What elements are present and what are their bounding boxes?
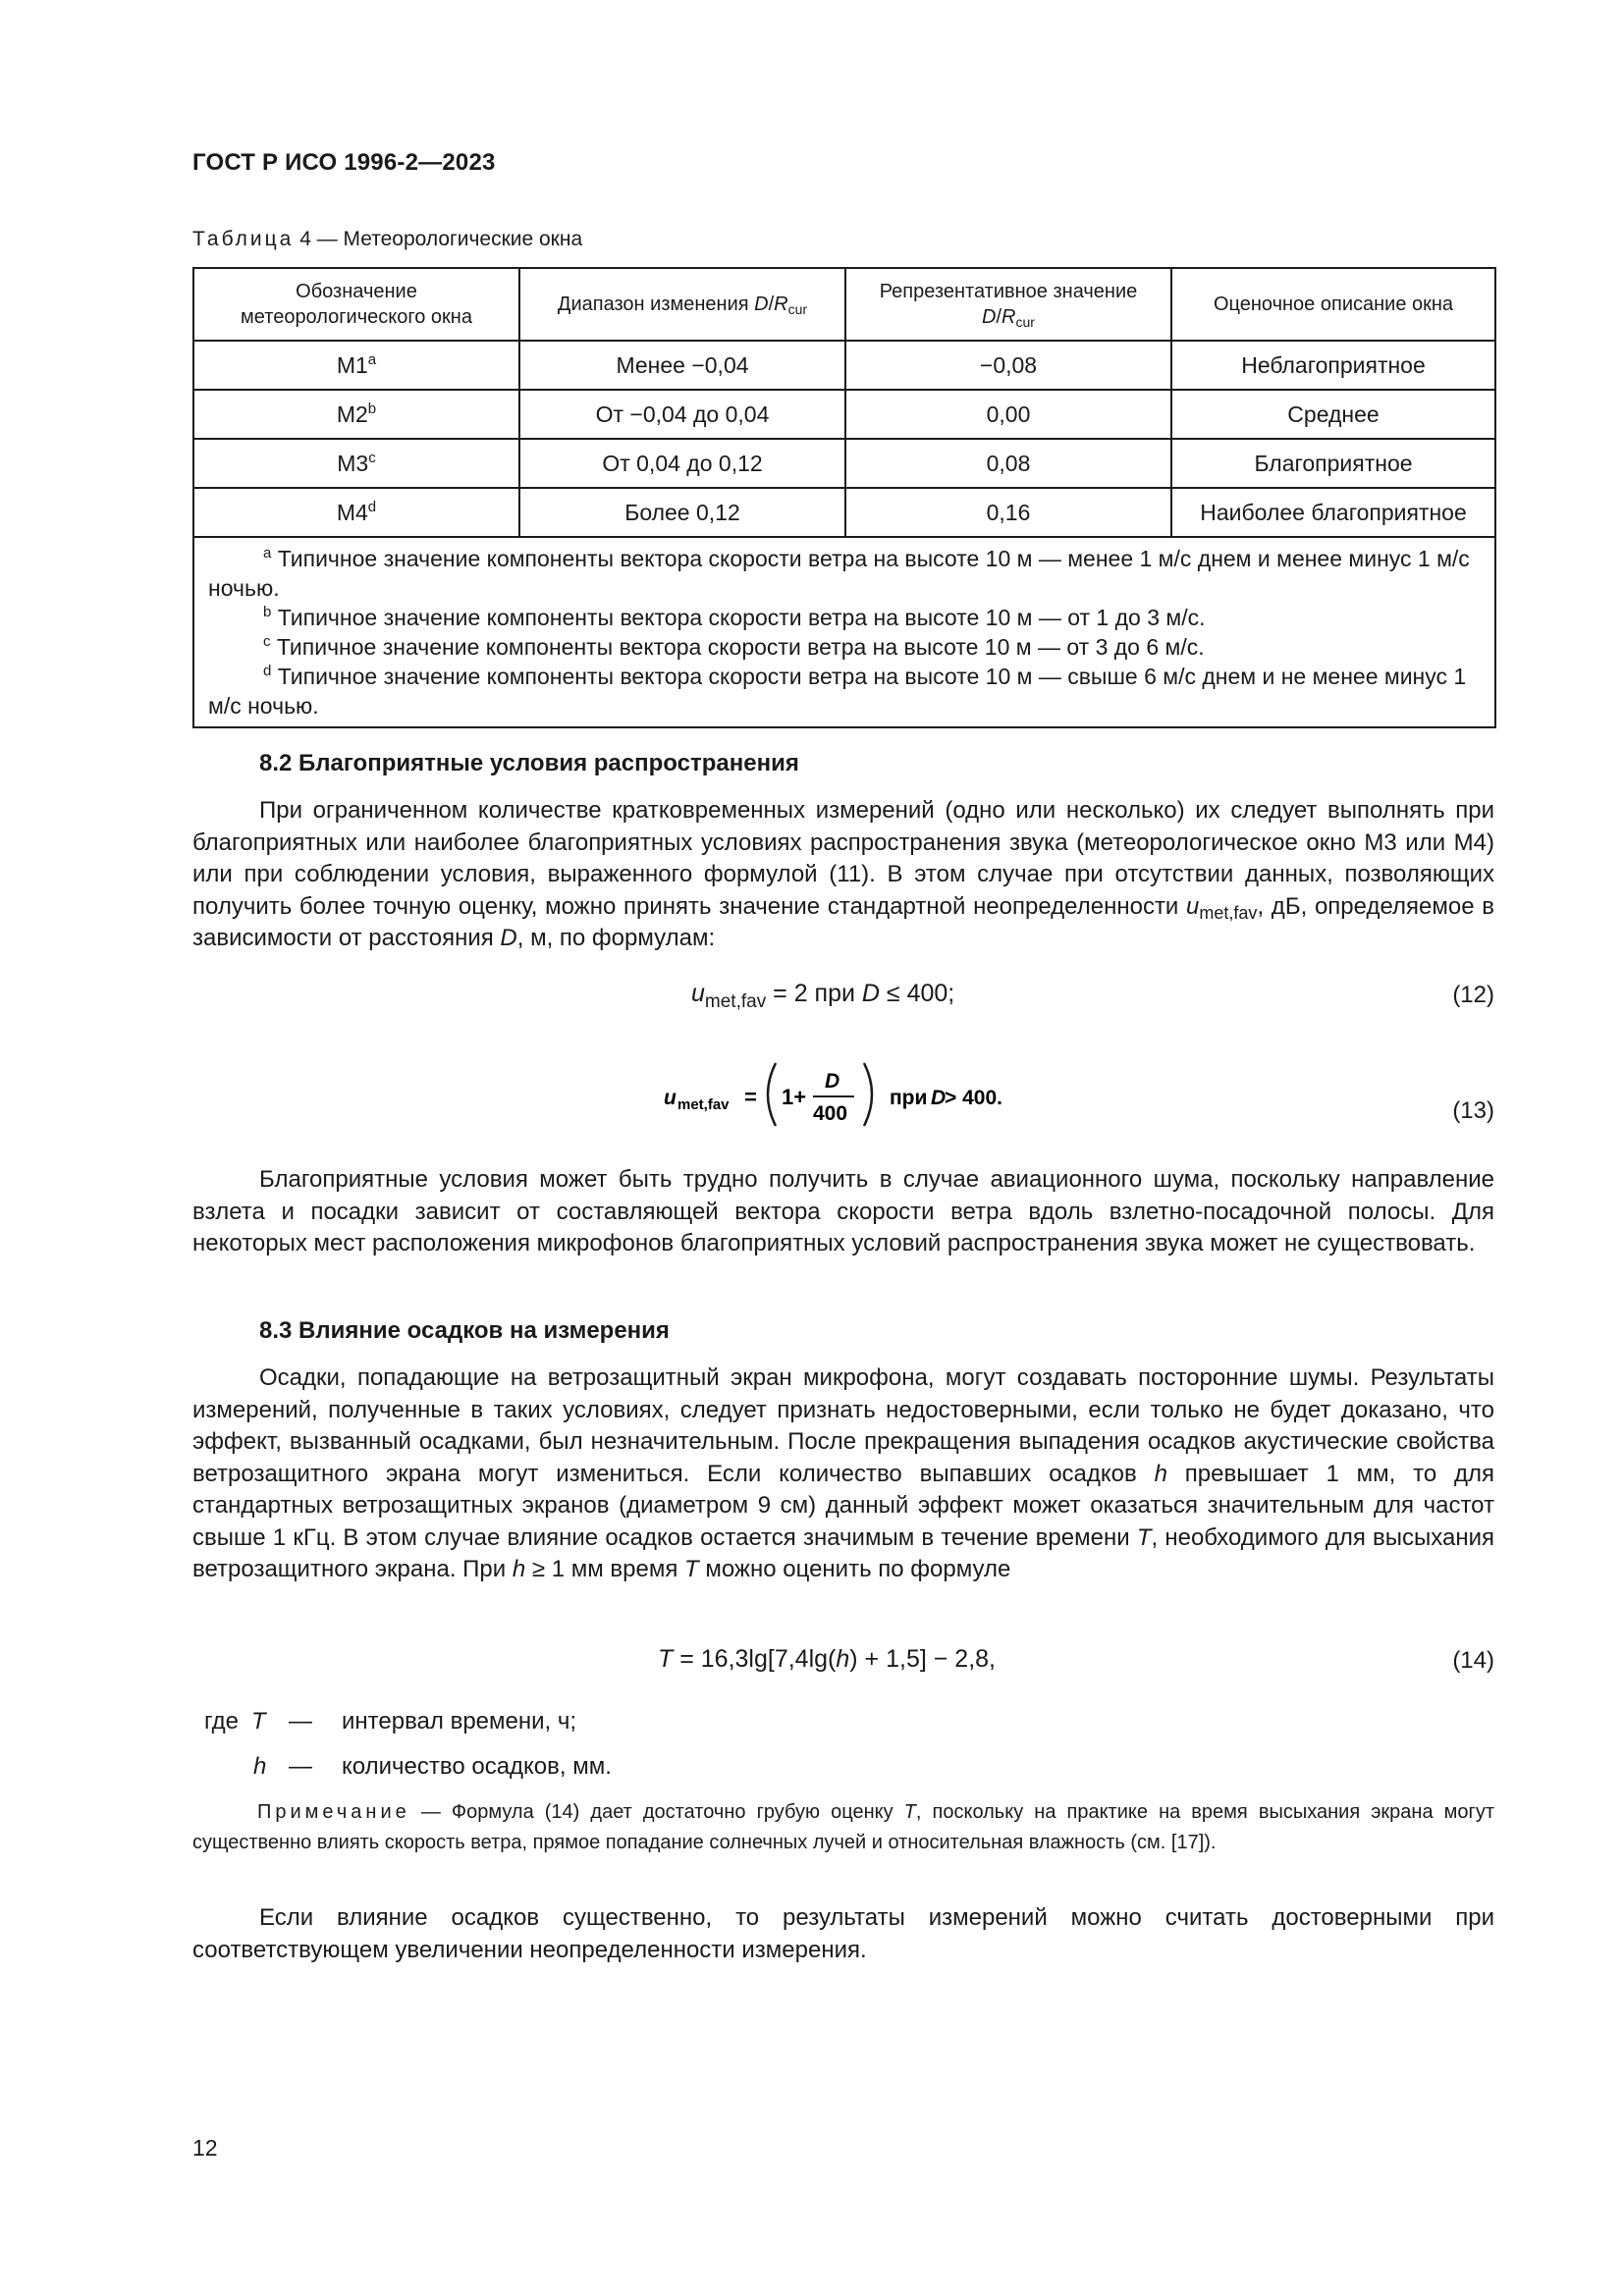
table-row [193, 390, 1495, 439]
table-footnotes [193, 537, 1495, 727]
paragraph-8-2-intro: При ограниченном количестве кратковременных измерений (одно или несколько) их следует выполнять при благоприятных или наиболее благоприятных условиях распространения звука (метеорологическое окно M3 или M4) или при соблюдении условия, выраженного формулой (11). В этом случае при отсутствии данных, позволяющих получить более точную оценку, можно принять значение стандартной неопределенности $u_{met,fav}$, дБ, определяемое в зависимости от расстояния D, м, по формулам: [192, 797, 1495, 951]
description-cell: Наиболее благоприятное [1171, 488, 1495, 537]
formula-14: T = 16,3lg[7,4lg(h) + 1,5] − 2,8, [658, 1645, 996, 1673]
where-label: где [204, 1708, 240, 1735]
meteorological-windows-table [192, 267, 1496, 728]
formula-number-13: (13) [1452, 1097, 1494, 1124]
window-cell: M1$^a$ [193, 341, 519, 390]
note-formula-14: Примечание — Формула (14) дает достаточно грубую оценку T, поскольку на практике на время высыхания экрана могут существенно влиять скорость ветра, прямое попадание солнечных лучей и относительная влажность (см. [17]). [192, 1801, 1494, 1853]
description-cell: Среднее [1171, 390, 1495, 439]
page-number: 12 [192, 2135, 218, 2161]
formula-number-14: (14) [1452, 1647, 1494, 1674]
formula-13-cond-var: D [931, 1087, 947, 1109]
value-cell: 0,16 [845, 488, 1171, 537]
where-definition-T: интервал времени, ч; [342, 1708, 577, 1735]
where-dash: — [289, 1708, 312, 1735]
table-footnote: $^c$ Типичное значение компоненты вектора скорости ветра на высоте 10 м — от 3 до 6 м/с. [263, 633, 1205, 660]
formula-13 [658, 1055, 1051, 1134]
table-caption-label: Таблица [192, 228, 295, 250]
table-caption [192, 228, 582, 251]
table-footnote: $^a$ Типичное значение компоненты вектора скорости ветра на высоте 10 м — менее 1 м/с днем и менее минус 1 м/с ночью. [208, 545, 1470, 601]
window-cell: M3$^c$ [193, 439, 519, 488]
column-header-window: Обозначение метеорологического окна [193, 268, 519, 341]
paragraph-8-3-precipitation: Осадки, попадающие на ветрозащитный экран микрофона, могут создавать посторонние шумы. Результаты измерений, полученные в таких условиях, следует признать недостоверными, если только не будет доказано, что эффект, вызванный осадками, был незначительным. После прекращения выпадения осадков акустические свойства ветрозащитного экрана могут измениться. Если количество выпавших осадков h превышает 1 мм, то для стандартных ветрозащитных экранов (диаметром 9 см) данный эффект может оказаться значительным для частот свыше 1 кГц. В этом случае влияние осадков остается значимым в течение времени T, необходимого для высыхания ветрозащитного экрана. При h ≥ 1 мм время T можно оценить по формуле [192, 1364, 1495, 1582]
paragraph-8-3-conclusion: Если влияние осадков существенно, то результаты измерений можно считать достоверными при соответствующем увеличении неопределенности измерения. [192, 1904, 1494, 1963]
where-definition-h: количество осадков, мм. [342, 1753, 612, 1780]
right-paren [864, 1063, 872, 1126]
formula-13-one: 1+ [782, 1085, 807, 1109]
section-heading-8-3: 8.3 Влияние осадков на измерения [259, 1317, 670, 1344]
formula-13-lhs: u [664, 1087, 677, 1109]
table-row [193, 439, 1495, 488]
value-cell: −0,08 [845, 341, 1171, 390]
table-footnote: $^d$ Типичное значение компоненты вектора скорости ветра на высоте 10 м — свыше 6 м/с днем и не менее минус 1 м/с ночью. [208, 663, 1467, 719]
formula-13-cond-pre: при [890, 1087, 928, 1109]
section-heading-8-2: 8.2 Благоприятные условия распространения [259, 750, 799, 776]
paragraph-8-2-aviation: Благоприятные условия может быть трудно получить в случае авиационного шума, поскольку направление взлета и посадки зависит от составляющей вектора скорости ветра вдоль взлетно-посадочной полосы. Для некоторых мест расположения микрофонов благоприятных условий распространения звука может не существовать. [192, 1166, 1494, 1256]
description-cell: Благоприятное [1171, 439, 1495, 488]
range-cell: От −0,04 до 0,04 [519, 390, 845, 439]
where-symbol-h: h [253, 1753, 267, 1780]
description-cell: Неблагоприятное [1171, 341, 1495, 390]
formula-13-numerator: D [825, 1070, 840, 1093]
table-footnote: $^b$ Типичное значение компоненты вектора скорости ветра на высоте 10 м — от 1 до 3 м/с. [263, 604, 1206, 630]
where-dash: — [289, 1753, 312, 1780]
window-cell: M4$^d$ [193, 488, 519, 537]
value-cell: 0,00 [845, 390, 1171, 439]
formula-13-eq: = [744, 1085, 757, 1109]
formula-number-12: (12) [1452, 982, 1494, 1008]
table-row [193, 488, 1495, 537]
column-header-range: Диапазон изменения $D/R_{cur}$ [519, 268, 845, 341]
formula-13-cond-post: > 400. [945, 1087, 1002, 1109]
formula-13-denominator: 400 [813, 1102, 848, 1125]
left-paren [768, 1063, 776, 1126]
range-cell: От 0,04 до 0,12 [519, 439, 845, 488]
range-cell: Менее −0,04 [519, 341, 845, 390]
column-header-value: Репрезентативное значение $D/R_{cur}$ [845, 268, 1171, 341]
table-caption-title: 4 — Метеорологические окна [299, 228, 583, 250]
document-header: ГОСТ Р ИСО 1996-2—2023 [192, 149, 496, 176]
value-cell: 0,08 [845, 439, 1171, 488]
range-cell: Более 0,12 [519, 488, 845, 537]
formula-12: $u_{met,fav} = 2$ при D ≤ 400; [691, 980, 955, 1012]
where-symbol-T: T [251, 1708, 266, 1735]
formula-13-lhs-sub: met,fav [677, 1096, 730, 1113]
table-footnotes-row [193, 537, 1495, 727]
table-header-row [193, 268, 1495, 341]
window-cell: M2$^b$ [193, 390, 519, 439]
table-row [193, 341, 1495, 390]
column-header-description: Оценочное описание окна [1171, 268, 1495, 341]
